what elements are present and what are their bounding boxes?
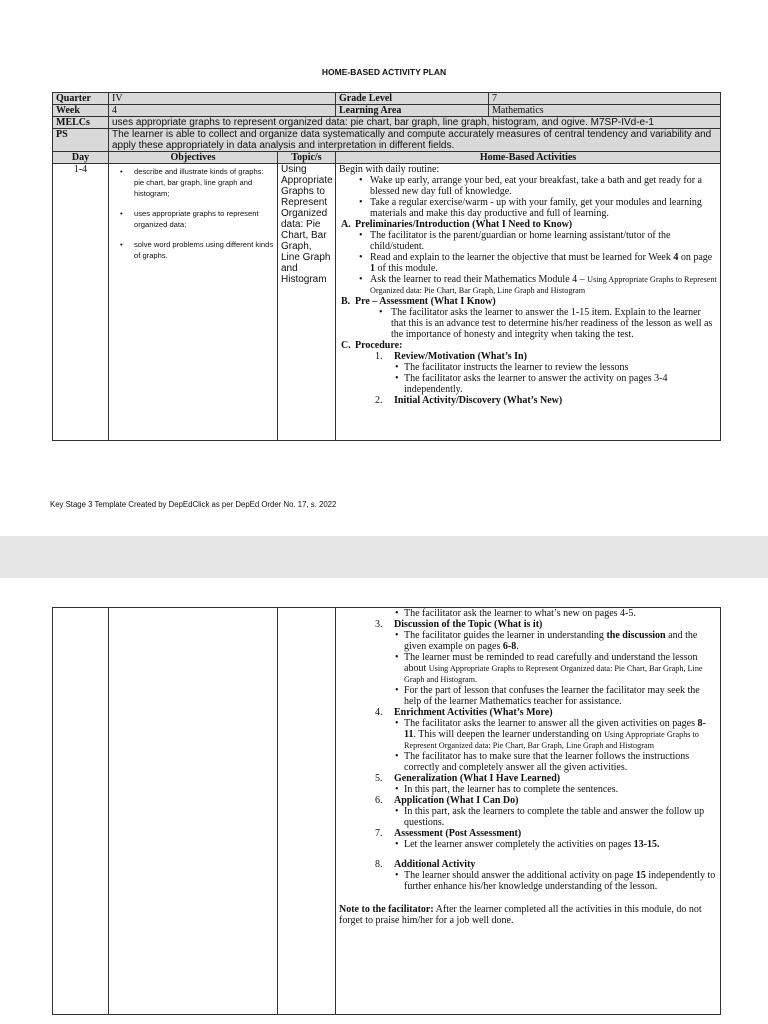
col-day: Day [53,152,109,164]
section-a-item: • Read and explain to the learner the objective that must be learned for Week 4 on page 1 of this module. [339,252,717,274]
procedure-item: • The facilitator ask the learner to what’s new on pages 4-5. [339,608,717,619]
document-title: HOME-BASED ACTIVITY PLAN [321,67,447,77]
week-row [53,105,721,117]
col-topics: Topic/s [278,152,336,164]
topic-cell: Using Appropriate Graphs to Represent Organized data: Pie Chart, Bar Graph, Line Graph and Histogram [278,164,336,441]
topic-cell-empty [278,608,336,1015]
section-a-heading: A. Preliminaries/Introduction (What I Need to Know) [341,219,573,230]
template-footer: Key Stage 3 Template Created by DepEdClick as per DepEd Order No. 17, s. 2022 [50,500,337,509]
content-row-continued [53,608,721,1015]
procedure-item: • The learner should answer the additional activity on page 15 independently to further enhance his/her knowledge understanding of the lesson. [339,870,717,892]
procedure-item: • For the part of lesson that confuses the learner the facilitator may seek the help of the learner Mathematics teacher for assistance. [339,685,717,707]
ps-value: The learner is able to collect and organize data systematically and compute accurately measures of central tendency and variability and apply these appropriately in data analysis and interpretation in different fields. [109,129,721,152]
section-b-heading: B. Pre – Assessment (What I Know) [341,296,496,307]
grade-value: 7 [489,93,721,105]
week-value: 4 [109,105,336,117]
day-cell: 1-4 [53,164,109,441]
procedure-step-2: 2. Initial Activity/Discovery (What’s New) [375,395,563,406]
procedure-step-5: 5. Generalization (What I Have Learned) [375,773,561,784]
melcs-value: uses appropriate graphs to represent organized data: pie chart, bar graph, line graph, histogram, and ogive. M7SP-IVd-e-1 [109,117,721,129]
routine-item: • Wake up early, arrange your bed, eat your breakfast, take a bath and get ready for a blessed new day full of knowledge. [339,175,717,197]
routine-intro: Begin with daily routine: [339,164,440,175]
column-header-row [53,152,721,164]
page-2 [0,578,768,1024]
procedure-step-1: 1. Review/Motivation (What’s In) [375,351,527,362]
melcs-row [53,117,721,129]
content-row [53,164,721,441]
procedure-item: • In this part, ask the learners to complete the table and answer the follow up questions. [339,806,717,828]
routine-item: • Take a regular exercise/warm - up with your family, get your modules and learning materials and make this day productive and full of learning. [339,197,717,219]
procedure-item: • The facilitator instructs the learner to review the lessons [339,362,717,373]
activity-plan-table-continued [52,607,721,1015]
quarter-value: IV [109,93,336,105]
activities-cell-continued [336,608,721,1015]
procedure-item: • The facilitator guides the learner in understanding the discussion and the given example on pages 6-8. [339,630,717,652]
objective-item: • describe and illustrate kinds of graphs: pie chart, bar graph, line graph and histogram; [126,166,274,199]
procedure-item: • The learner must be reminded to read carefully and understand the lesson about Using Appropriate Graphs to Represent Organized data: Pie Chart, Bar Graph, Line Graph and Histogram. [339,652,717,685]
col-objectives: Objectives [109,152,278,164]
section-a-item: • Ask the learner to read their Mathematics Module 4 – Using Appropriate Graphs to Represent Organized data: Pie Chart, Bar Graph, Line Graph and Histogram [339,274,717,296]
activities-cell [336,164,721,441]
objective-item: • solve word problems using different kinds of graphs. [126,239,274,261]
procedure-item: • The facilitator asks the learner to answer the activity on pages 3-4 independently. [339,373,717,395]
facilitator-note: Note to the facilitator: After the learner completed all the activities in this module, do not forget to praise him/her for a job well done. [339,904,702,926]
procedure-item: • The facilitator asks the learner to answer all the given activities on pages 8-11. This will deepen the learner understanding on Using Appropriate Graphs to Represent Organized data: Pie Chart, Bar Graph, Line Graph and Histogram [339,718,717,751]
procedure-step-4: 4. Enrichment Activities (What’s More) [375,707,553,718]
learning-area-value: Mathematics [489,105,721,117]
objectives-cell [109,164,278,441]
quarter-label: Quarter [53,93,109,105]
procedure-step-3: 3. Discussion of the Topic (What is it) [375,619,543,630]
ps-label: PS [53,129,109,152]
procedure-step-7: 7. Assessment (Post Assessment) [375,828,522,839]
procedure-item: • The facilitator has to make sure that the learner follows the instructions correctly and completely answer all the given activities. [339,751,717,773]
procedure-item: • In this part, the learner has to complete the sentences. [339,784,717,795]
quarter-row [53,93,721,105]
procedure-step-8: 8. Additional Activity [375,859,476,870]
learning-area-label: Learning Area [336,105,489,117]
day-cell-empty [53,608,109,1015]
procedure-step-6: 6. Application (What I Can Do) [375,795,519,806]
grade-label: Grade Level [336,93,489,105]
activity-plan-table [52,92,721,441]
objectives-cell-empty [109,608,278,1015]
melcs-label: MELCs [53,117,109,129]
col-activities: Home-Based Activities [336,152,721,164]
ps-row [53,129,721,152]
procedure-item: • Let the learner answer completely the activities on pages 13-15. [339,839,717,850]
section-a-item: • The facilitator is the parent/guardian or home learning assistant/tutor of the child/student. [339,230,717,252]
section-c-heading: C. Procedure: [341,340,403,351]
objective-item: • uses appropriate graphs to represent organized data; [126,208,274,230]
section-b-item: • The facilitator asks the learner to answer the 1-15 item. Explain to the learner that this is an advance test to determine his/her readiness of the lesson as well as the importance of honesty and integrity when taking the test. [339,307,717,340]
week-label: Week [53,105,109,117]
